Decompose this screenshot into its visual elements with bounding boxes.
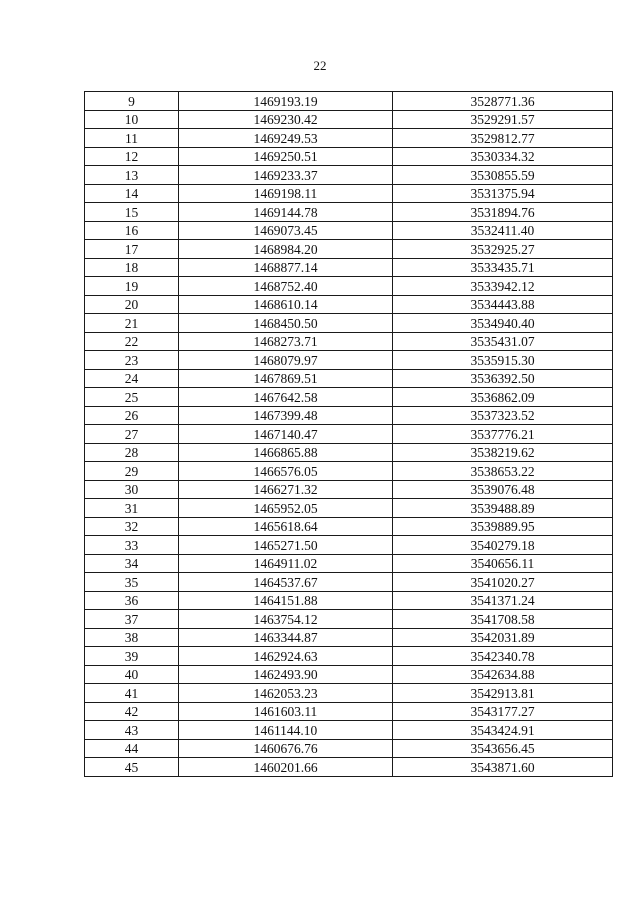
y-coordinate-cell: 3542634.88 (393, 665, 613, 684)
table-row (85, 184, 613, 203)
x-coordinate-cell: 1468450.50 (179, 314, 393, 333)
point-number-cell: 35 (85, 573, 179, 592)
table-row (85, 147, 613, 166)
y-coordinate-cell: 3535915.30 (393, 351, 613, 370)
table-row (85, 462, 613, 481)
x-coordinate-cell: 1465271.50 (179, 536, 393, 555)
y-coordinate-cell: 3543656.45 (393, 739, 613, 758)
y-coordinate-cell: 3537323.52 (393, 406, 613, 425)
x-coordinate-cell: 1462053.23 (179, 684, 393, 703)
table-row (85, 129, 613, 148)
x-coordinate-cell: 1461144.10 (179, 721, 393, 740)
table-row (85, 388, 613, 407)
x-coordinate-cell: 1466576.05 (179, 462, 393, 481)
table-row (85, 610, 613, 629)
x-coordinate-cell: 1469198.11 (179, 184, 393, 203)
point-number-cell: 11 (85, 129, 179, 148)
table-row (85, 554, 613, 573)
table-row (85, 499, 613, 518)
y-coordinate-cell: 3539076.48 (393, 480, 613, 499)
point-number-cell: 30 (85, 480, 179, 499)
table-row (85, 628, 613, 647)
x-coordinate-cell: 1464911.02 (179, 554, 393, 573)
x-coordinate-cell: 1460676.76 (179, 739, 393, 758)
y-coordinate-cell: 3541020.27 (393, 573, 613, 592)
point-number-cell: 20 (85, 295, 179, 314)
point-number-cell: 40 (85, 665, 179, 684)
x-coordinate-cell: 1462493.90 (179, 665, 393, 684)
table-row (85, 721, 613, 740)
table-row (85, 425, 613, 444)
coordinates-table-body (85, 92, 613, 777)
y-coordinate-cell: 3533942.12 (393, 277, 613, 296)
y-coordinate-cell: 3540279.18 (393, 536, 613, 555)
y-coordinate-cell: 3528771.36 (393, 92, 613, 111)
x-coordinate-cell: 1461603.11 (179, 702, 393, 721)
point-number-cell: 38 (85, 628, 179, 647)
y-coordinate-cell: 3532411.40 (393, 221, 613, 240)
table-row (85, 369, 613, 388)
point-number-cell: 28 (85, 443, 179, 462)
x-coordinate-cell: 1467869.51 (179, 369, 393, 388)
y-coordinate-cell: 3542340.78 (393, 647, 613, 666)
x-coordinate-cell: 1467642.58 (179, 388, 393, 407)
y-coordinate-cell: 3533435.71 (393, 258, 613, 277)
point-number-cell: 41 (85, 684, 179, 703)
x-coordinate-cell: 1463344.87 (179, 628, 393, 647)
point-number-cell: 36 (85, 591, 179, 610)
table-row (85, 92, 613, 111)
y-coordinate-cell: 3535431.07 (393, 332, 613, 351)
y-coordinate-cell: 3543424.91 (393, 721, 613, 740)
x-coordinate-cell: 1469230.42 (179, 110, 393, 129)
y-coordinate-cell: 3532925.27 (393, 240, 613, 259)
table-row (85, 277, 613, 296)
table-row (85, 443, 613, 462)
table-row (85, 647, 613, 666)
point-number-cell: 16 (85, 221, 179, 240)
point-number-cell: 22 (85, 332, 179, 351)
y-coordinate-cell: 3536862.09 (393, 388, 613, 407)
y-coordinate-cell: 3539488.89 (393, 499, 613, 518)
point-number-cell: 25 (85, 388, 179, 407)
x-coordinate-cell: 1469073.45 (179, 221, 393, 240)
y-coordinate-cell: 3534443.88 (393, 295, 613, 314)
x-coordinate-cell: 1466865.88 (179, 443, 393, 462)
y-coordinate-cell: 3538219.62 (393, 443, 613, 462)
table-row (85, 166, 613, 185)
point-number-cell: 32 (85, 517, 179, 536)
x-coordinate-cell: 1469144.78 (179, 203, 393, 222)
point-number-cell: 14 (85, 184, 179, 203)
point-number-cell: 9 (85, 92, 179, 111)
table-row (85, 258, 613, 277)
table-row (85, 684, 613, 703)
x-coordinate-cell: 1469193.19 (179, 92, 393, 111)
table-row (85, 665, 613, 684)
table-row (85, 573, 613, 592)
x-coordinate-cell: 1468984.20 (179, 240, 393, 259)
y-coordinate-cell: 3538653.22 (393, 462, 613, 481)
y-coordinate-cell: 3536392.50 (393, 369, 613, 388)
y-coordinate-cell: 3541371.24 (393, 591, 613, 610)
point-number-cell: 26 (85, 406, 179, 425)
point-number-cell: 42 (85, 702, 179, 721)
point-number-cell: 31 (85, 499, 179, 518)
y-coordinate-cell: 3531894.76 (393, 203, 613, 222)
point-number-cell: 10 (85, 110, 179, 129)
x-coordinate-cell: 1467140.47 (179, 425, 393, 444)
point-number-cell: 18 (85, 258, 179, 277)
point-number-cell: 33 (85, 536, 179, 555)
point-number-cell: 27 (85, 425, 179, 444)
y-coordinate-cell: 3531375.94 (393, 184, 613, 203)
y-coordinate-cell: 3543177.27 (393, 702, 613, 721)
page-number: 22 (313, 58, 327, 73)
y-coordinate-cell: 3530334.32 (393, 147, 613, 166)
point-number-cell: 15 (85, 203, 179, 222)
point-number-cell: 24 (85, 369, 179, 388)
x-coordinate-cell: 1468877.14 (179, 258, 393, 277)
x-coordinate-cell: 1468610.14 (179, 295, 393, 314)
x-coordinate-cell: 1462924.63 (179, 647, 393, 666)
x-coordinate-cell: 1469233.37 (179, 166, 393, 185)
table-row (85, 739, 613, 758)
y-coordinate-cell: 3534940.40 (393, 314, 613, 333)
table-row (85, 406, 613, 425)
y-coordinate-cell: 3542913.81 (393, 684, 613, 703)
table-row (85, 110, 613, 129)
table-row (85, 517, 613, 536)
x-coordinate-cell: 1468079.97 (179, 351, 393, 370)
x-coordinate-cell: 1469250.51 (179, 147, 393, 166)
x-coordinate-cell: 1464537.67 (179, 573, 393, 592)
table-row (85, 536, 613, 555)
point-number-cell: 45 (85, 758, 179, 777)
point-number-cell: 44 (85, 739, 179, 758)
x-coordinate-cell: 1468273.71 (179, 332, 393, 351)
point-number-cell: 34 (85, 554, 179, 573)
table-row (85, 702, 613, 721)
table-row (85, 203, 613, 222)
point-number-cell: 39 (85, 647, 179, 666)
x-coordinate-cell: 1467399.48 (179, 406, 393, 425)
y-coordinate-cell: 3539889.95 (393, 517, 613, 536)
point-number-cell: 19 (85, 277, 179, 296)
table-row (85, 351, 613, 370)
table-row (85, 591, 613, 610)
y-coordinate-cell: 3543871.60 (393, 758, 613, 777)
x-coordinate-cell: 1460201.66 (179, 758, 393, 777)
table-row (85, 758, 613, 777)
y-coordinate-cell: 3537776.21 (393, 425, 613, 444)
y-coordinate-cell: 3529812.77 (393, 129, 613, 148)
point-number-cell: 23 (85, 351, 179, 370)
table-row (85, 480, 613, 499)
point-number-cell: 21 (85, 314, 179, 333)
point-number-cell: 12 (85, 147, 179, 166)
x-coordinate-cell: 1464151.88 (179, 591, 393, 610)
x-coordinate-cell: 1465952.05 (179, 499, 393, 518)
y-coordinate-cell: 3542031.89 (393, 628, 613, 647)
table-row (85, 332, 613, 351)
x-coordinate-cell: 1466271.32 (179, 480, 393, 499)
x-coordinate-cell: 1463754.12 (179, 610, 393, 629)
table-row (85, 314, 613, 333)
x-coordinate-cell: 1465618.64 (179, 517, 393, 536)
coordinates-table (84, 91, 613, 777)
y-coordinate-cell: 3530855.59 (393, 166, 613, 185)
point-number-cell: 29 (85, 462, 179, 481)
table-row (85, 221, 613, 240)
y-coordinate-cell: 3529291.57 (393, 110, 613, 129)
table-row (85, 240, 613, 259)
point-number-cell: 17 (85, 240, 179, 259)
point-number-cell: 13 (85, 166, 179, 185)
x-coordinate-cell: 1468752.40 (179, 277, 393, 296)
point-number-cell: 43 (85, 721, 179, 740)
point-number-cell: 37 (85, 610, 179, 629)
x-coordinate-cell: 1469249.53 (179, 129, 393, 148)
y-coordinate-cell: 3541708.58 (393, 610, 613, 629)
table-row (85, 295, 613, 314)
y-coordinate-cell: 3540656.11 (393, 554, 613, 573)
